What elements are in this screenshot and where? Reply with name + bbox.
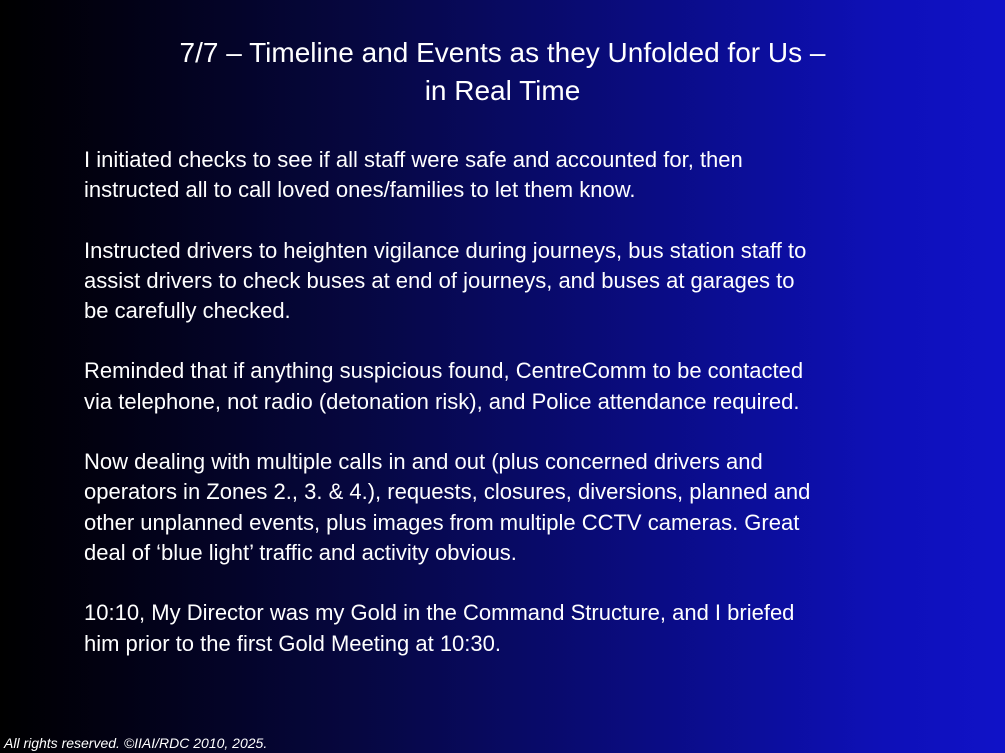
text-line: via telephone, not radio (detonation risk), and Police attendance required. — [84, 388, 800, 414]
text-line: him prior to the first Gold Meeting at 10:30. — [84, 630, 501, 656]
text-line: deal of ‘blue light’ traffic and activity obvious. — [84, 539, 517, 565]
text-line: 10:10, My Director was my Gold in the Command Structure, and I briefed — [84, 600, 795, 626]
text-line: instructed all to call loved ones/families to let them know. — [84, 177, 636, 203]
text-line: Reminded that if anything suspicious found, CentreComm to be contacted — [84, 358, 804, 384]
text-line: be carefully checked. — [84, 298, 291, 324]
paragraph-multiple-calls — [84, 447, 944, 568]
text-line: operators in Zones 2., 3. & 4.), requests, closures, diversions, planned and — [84, 479, 811, 505]
text-line: assist drivers to check buses at end of journeys, and buses at garages to — [84, 267, 795, 293]
paragraph-suspicious-items — [84, 356, 944, 417]
paragraph-staff-checks — [84, 145, 944, 206]
slide-title-line-2: in Real Time — [424, 75, 581, 106]
slide-title-line-1: 7/7 – Timeline and Events as they Unfolded for Us – — [179, 37, 826, 68]
text-line: Now dealing with multiple calls in and out (plus concerned drivers and — [84, 449, 763, 475]
text-line: other unplanned events, plus images from multiple CCTV cameras. Great — [84, 509, 800, 535]
text-line: I initiated checks to see if all staff were safe and accounted for, then — [84, 147, 743, 172]
copyright-footer: All rights reserved. ©IIAI/RDC 2010, 2025. — [4, 735, 268, 751]
slide-title — [0, 34, 1005, 110]
slide-body — [84, 145, 944, 689]
text-line: Instructed drivers to heighten vigilance during journeys, bus station staff to — [84, 237, 807, 263]
paragraph-gold-meeting — [84, 598, 944, 659]
paragraph-driver-vigilance — [84, 236, 944, 327]
